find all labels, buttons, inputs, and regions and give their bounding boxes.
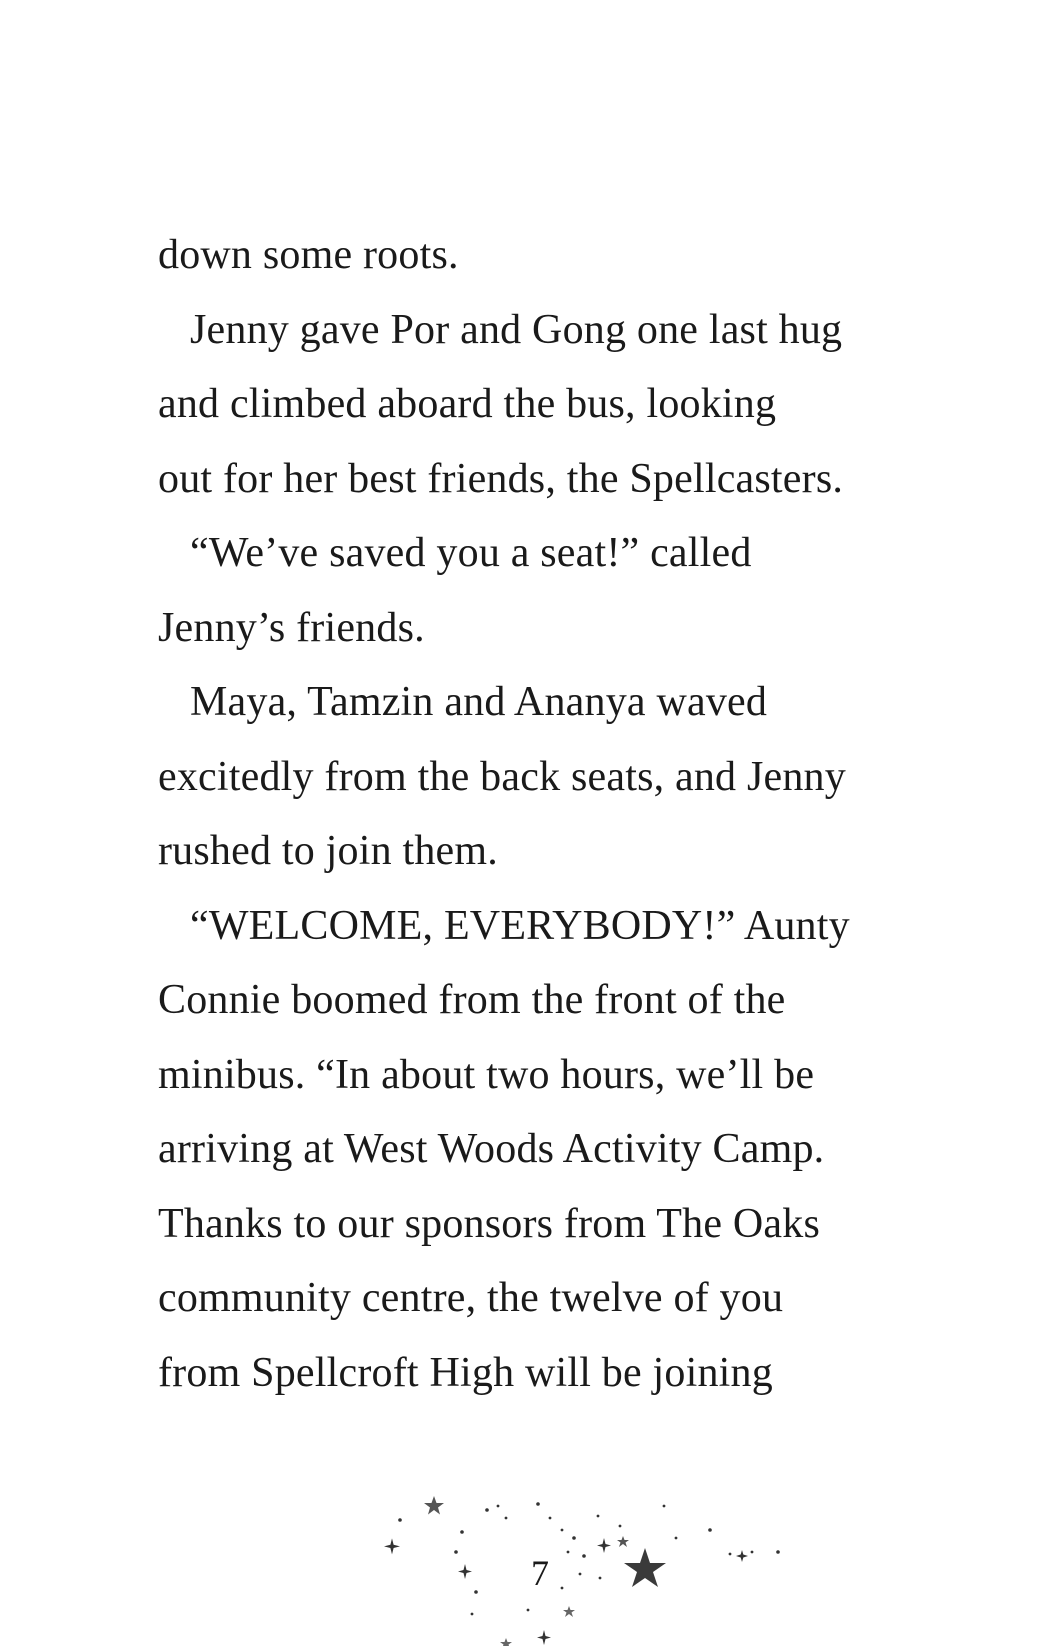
text-line: excitedly from the back seats, and Jenny: [158, 753, 846, 800]
text-line: “WELCOME, EVERYBODY!” Aunty: [190, 902, 850, 949]
text-line: Jenny’s friends.: [158, 604, 425, 651]
text-line: Maya, Tamzin and Ananya waved: [190, 679, 768, 725]
text-line: Jenny gave Por and Gong one last hug: [190, 306, 843, 353]
text-line: out for her best friends, the Spellcasters.: [158, 455, 844, 502]
text-line: Thanks to our sponsors from The Oaks: [158, 1200, 821, 1247]
text-line: rushed to join them.: [158, 828, 498, 874]
text-line: minibus. “In about two hours, we’ll be: [158, 1051, 815, 1098]
text-line: arriving at West Woods Activity Camp.: [158, 1126, 825, 1172]
body-text: [158, 218, 958, 1410]
text-line: and climbed aboard the bus, looking: [158, 381, 777, 427]
sparkle-stars-icon: [380, 1490, 840, 1646]
text-line: from Spellcroft High will be joining: [158, 1349, 773, 1396]
page-footer: [380, 1490, 840, 1646]
text-line: down some roots.: [158, 232, 459, 278]
text-line: “We’ve saved you a seat!” called: [190, 530, 752, 576]
page-number: 7: [531, 1553, 549, 1593]
text-line: community centre, the twelve of you: [158, 1275, 784, 1321]
text-line: Connie boomed from the front of the: [158, 977, 786, 1023]
